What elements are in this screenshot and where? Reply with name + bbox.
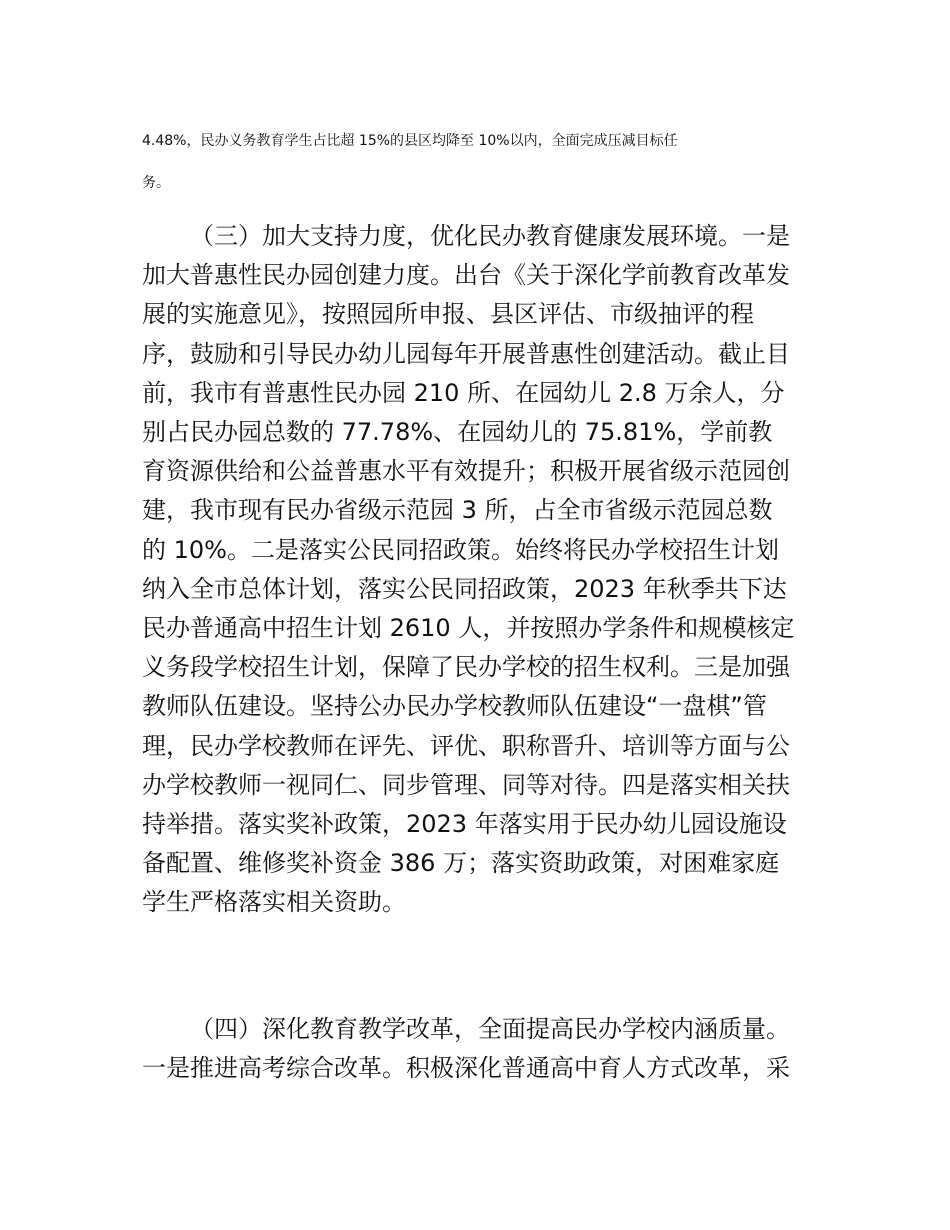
- text-line: 别占民办园总数的 77.78%、在园幼儿的 75.81%，学前教: [142, 418, 773, 447]
- paragraph-section-three: [142, 217, 812, 923]
- text-line: 持举措。落实奖补政策，2023 年落实用于民办幼儿园设施设: [142, 810, 787, 839]
- paragraph-continuation: [142, 120, 812, 204]
- text-line: 建，我市现有民办省级示范园 3 所，占全市省级示范园总数: [142, 496, 773, 525]
- text-line: 序，鼓励和引导民办幼儿园每年开展普惠性创建活动。截止目: [142, 339, 790, 368]
- text-line: 一是推进高考综合改革。积极深化普通高中育人方式改革，采: [142, 1054, 790, 1083]
- paragraph-heading-line: （三）加大支持力度，优化民办教育健康发展环境。一是: [190, 222, 790, 250]
- text-line: 学生严格落实相关资助。: [142, 888, 406, 917]
- text-line: 育资源供给和公益普惠水平有效提升；积极开展省级示范园创: [142, 457, 790, 486]
- text-line: 民办普通高中招生计划 2610 人，并按照办学条件和规模核定: [142, 614, 795, 643]
- text-line: 办学校教师一视同仁、同步管理、同等对待。四是落实相关扶: [142, 770, 790, 799]
- text-line: 理，民办学校教师在评先、评优、职称晋升、培训等方面与公: [142, 731, 790, 760]
- text-line: 4.48%，民办义务教育学生占比超 15%的县区均降至 10%以内，全面完成压减目标任: [142, 133, 678, 149]
- text-line: 纳入全市总体计划，落实公民同招政策，2023 年秋季共下达: [142, 574, 787, 603]
- text-line: 前，我市有普惠性民办园 210 所、在园幼儿 2.8 万余人，分: [142, 378, 785, 407]
- text-line: 的 10%。二是落实公民同招政策。始终将民办学校招生计划: [142, 535, 779, 564]
- text-line: 加大普惠性民办园创建力度。出台《关于深化学前教育改革发: [142, 261, 790, 290]
- text-line: 务。: [142, 175, 170, 191]
- text-line: 展的实施意见》，按照园所申报、县区评估、市级抽评的程: [142, 300, 754, 329]
- text-line: 义务段学校招生计划，保障了民办学校的招生权利。三是加强: [142, 653, 790, 682]
- text-line: 教师队伍建设。坚持公办民办学校教师队伍建设“一盘棋”管: [142, 692, 767, 721]
- text-line: 备配置、维修奖补资金 386 万；落实资助政策，对困难家庭: [142, 849, 780, 878]
- paragraph-heading-line: （四）深化教育教学改革，全面提高民办学校内涵质量。: [190, 1015, 790, 1043]
- paragraph-section-four: [142, 1010, 812, 1088]
